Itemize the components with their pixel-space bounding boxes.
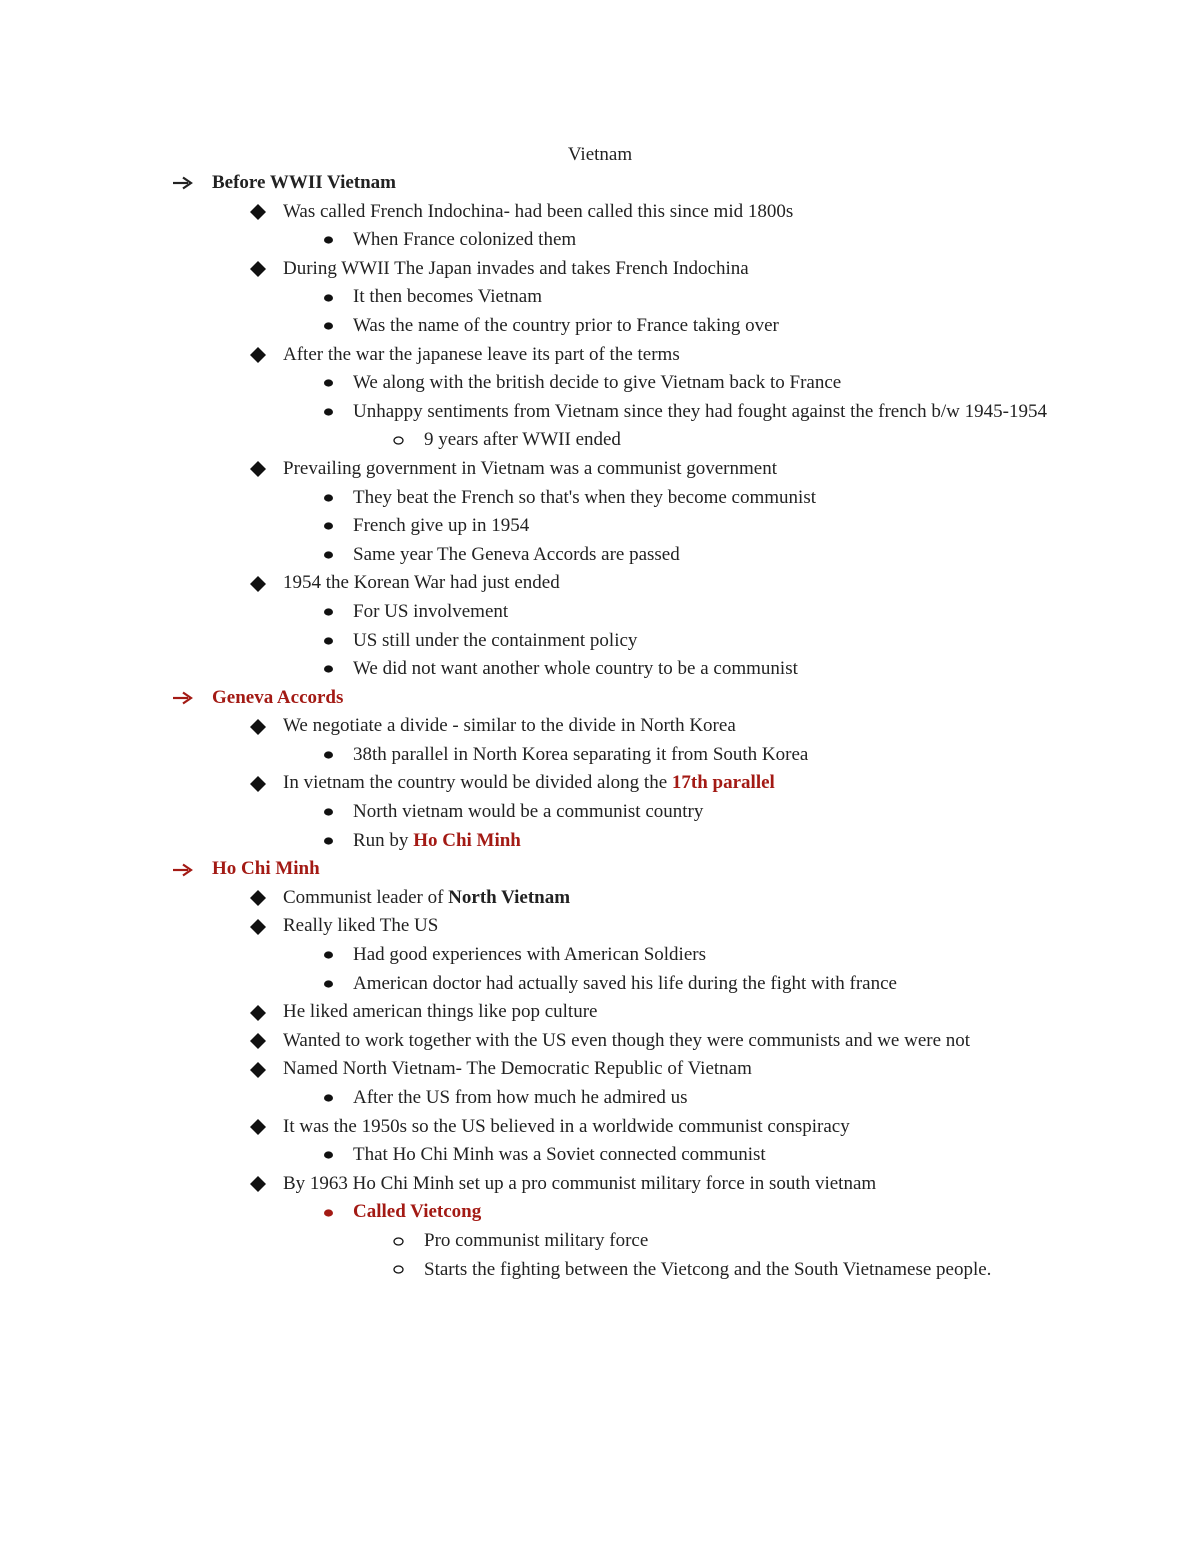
list-item	[0, 283, 1200, 312]
list-item	[0, 455, 1200, 484]
diamond-bullet-icon	[244, 1027, 272, 1056]
list-item-text: French give up in 1954	[353, 515, 530, 537]
list-item	[0, 598, 1200, 627]
list-item-text: After the US from how much he admired us	[353, 1087, 688, 1108]
list-item	[0, 226, 1200, 255]
diamond-bullet-icon	[244, 912, 272, 941]
dot-bullet-icon	[314, 970, 342, 999]
dot-bullet-icon	[314, 655, 342, 684]
diamond-bullet-icon	[244, 569, 272, 598]
dot-bullet-icon	[314, 312, 342, 341]
list-item	[0, 827, 1200, 856]
list-item-text	[283, 884, 1043, 913]
list-item-text: When France colonized them	[353, 229, 577, 251]
list-item-text: Really liked The US	[283, 915, 439, 937]
dot-bullet-icon	[314, 283, 342, 312]
list-item	[0, 1227, 1200, 1256]
highlight-term: North Vietnam	[448, 886, 571, 908]
list-item	[0, 541, 1200, 570]
diamond-bullet-icon	[244, 884, 272, 913]
list-item	[0, 998, 1200, 1027]
list-item-text: 38th parallel in North Korea separating it from South Korea	[353, 743, 809, 765]
list-item-text: 9 years after WWII ended	[424, 429, 621, 451]
list-item-text: Starts the fighting between the Vietcong and the South Vietnamese people.	[424, 1258, 992, 1280]
dot-bullet-icon	[314, 398, 342, 427]
list-item	[0, 426, 1200, 455]
list-item-text: Pro communist military force	[424, 1229, 649, 1251]
list-item-text: US still under the containment policy	[353, 629, 638, 651]
diamond-bullet-icon	[244, 769, 272, 798]
list-item-text-part: Communist leader of	[283, 886, 449, 908]
list-item	[0, 655, 1200, 684]
list-item-text: It then becomes Vietnam	[353, 286, 542, 308]
list-item-text: He liked american things like pop culture	[283, 1001, 598, 1023]
dot-bullet-icon	[314, 798, 342, 827]
list-item-text: Was called French Indochina- had been called this since mid 1800s	[283, 200, 794, 222]
list-item	[0, 712, 1200, 741]
list-item-text: North vietnam would be a communist country	[353, 801, 704, 823]
list-item	[0, 1055, 1200, 1084]
dot-bullet-icon	[314, 226, 342, 255]
list-item-text: Wanted to work together with the US even though they were communists and we were not	[283, 1029, 971, 1051]
section-heading: Before WWII Vietnam	[212, 172, 397, 193]
diamond-bullet-icon	[244, 712, 272, 741]
dot-bullet-icon	[314, 1084, 342, 1113]
list-item	[0, 769, 1200, 798]
list-item-text: By 1963 Ho Chi Minh set up a pro communist military force in south vietnam	[283, 1172, 877, 1194]
list-item	[0, 512, 1200, 541]
list-item	[0, 198, 1200, 227]
list-item	[0, 627, 1200, 656]
dot-bullet-icon	[314, 541, 342, 570]
list-item-text: Unhappy sentiments from Vietnam since they had fought against the french b/w 1945-1954	[353, 400, 1047, 422]
list-item-text: For US involvement	[353, 600, 509, 622]
list-item	[0, 1170, 1200, 1199]
circle-bullet-icon	[384, 1227, 412, 1256]
list-item	[0, 341, 1200, 370]
section-geneva-accords	[0, 684, 1200, 713]
list-item-text: They beat the French so that's when they become communist	[353, 486, 816, 508]
diamond-bullet-icon	[244, 455, 272, 484]
diamond-bullet-icon	[244, 1055, 272, 1084]
dot-bullet-icon	[314, 1141, 342, 1170]
list-item	[0, 255, 1200, 284]
list-item	[0, 1256, 1200, 1285]
dot-bullet-icon	[314, 827, 342, 856]
section-ho-chi-minh	[0, 855, 1200, 884]
list-item	[0, 312, 1200, 341]
dot-bullet-icon	[314, 741, 342, 770]
list-item	[0, 398, 1200, 427]
list-item	[0, 1027, 1200, 1056]
highlight-term: 17th parallel	[671, 772, 775, 794]
arrow-right-icon	[172, 855, 200, 884]
list-item-text: During WWII The Japan invades and takes French Indochina	[283, 257, 749, 279]
circle-bullet-icon	[384, 426, 412, 455]
highlight-term: Called Vietcong	[353, 1201, 482, 1223]
list-item	[0, 941, 1200, 970]
dot-bullet-icon	[314, 598, 342, 627]
diamond-bullet-icon	[244, 1113, 272, 1142]
list-item-text: We did not want another whole country to be a communist	[353, 658, 798, 680]
highlight-term: Ho Chi Minh	[413, 829, 521, 851]
list-item-text: We negotiate a divide - similar to the divide in North Korea	[283, 715, 736, 737]
list-item	[0, 484, 1200, 513]
list-item	[0, 884, 1200, 913]
list-item	[0, 741, 1200, 770]
dot-bullet-icon	[314, 369, 342, 398]
arrow-right-icon	[172, 169, 200, 198]
list-item	[0, 912, 1200, 941]
list-item	[0, 798, 1200, 827]
list-item-text: 1954 the Korean War had just ended	[283, 572, 560, 594]
list-item-text: Prevailing government in Vietnam was a communist government	[283, 457, 777, 479]
list-item	[0, 1113, 1200, 1142]
document-title: Vietnam	[567, 144, 633, 165]
diamond-bullet-icon	[244, 341, 272, 370]
list-item-text: Had good experiences with American Soldiers	[353, 944, 706, 966]
list-item-text: Was the name of the country prior to France taking over	[353, 314, 779, 336]
list-item	[0, 1141, 1200, 1170]
diamond-bullet-icon	[244, 255, 272, 284]
dot-bullet-icon	[314, 484, 342, 513]
list-item-text	[283, 769, 1043, 798]
diamond-bullet-icon	[244, 198, 272, 227]
list-item-text	[353, 827, 1053, 856]
dot-bullet-icon	[314, 627, 342, 656]
list-item-text: After the war the japanese leave its part of the terms	[283, 343, 680, 365]
list-item-text-part: Run by	[353, 829, 414, 851]
dot-bullet-icon	[314, 941, 342, 970]
outline	[0, 169, 1200, 1284]
list-item	[0, 569, 1200, 598]
list-item	[0, 970, 1200, 999]
list-item-text: Named North Vietnam- The Democratic Republic of Vietnam	[283, 1058, 752, 1080]
dot-bullet-icon	[314, 1198, 342, 1227]
list-item-text: It was the 1950s so the US believed in a worldwide communist conspiracy	[283, 1115, 850, 1137]
list-item-text-part: In vietnam the country would be divided along the	[283, 772, 672, 794]
diamond-bullet-icon	[244, 1170, 272, 1199]
list-item-text: That Ho Chi Minh was a Soviet connected communist	[353, 1144, 766, 1166]
section-heading: Geneva Accords	[212, 686, 344, 708]
list-item	[0, 1084, 1200, 1113]
list-item-text: American doctor had actually saved his life during the fight with france	[353, 972, 897, 994]
dot-bullet-icon	[314, 512, 342, 541]
arrow-right-icon	[172, 684, 200, 713]
diamond-bullet-icon	[244, 998, 272, 1027]
list-item	[0, 369, 1200, 398]
list-item-text: We along with the british decide to give Vietnam back to France	[353, 372, 842, 394]
section-heading: Ho Chi Minh	[212, 858, 320, 880]
list-item-text: Same year The Geneva Accords are passed	[353, 543, 680, 565]
circle-bullet-icon	[384, 1256, 412, 1285]
section-before-wwii	[0, 169, 1200, 198]
list-item	[0, 1198, 1200, 1227]
